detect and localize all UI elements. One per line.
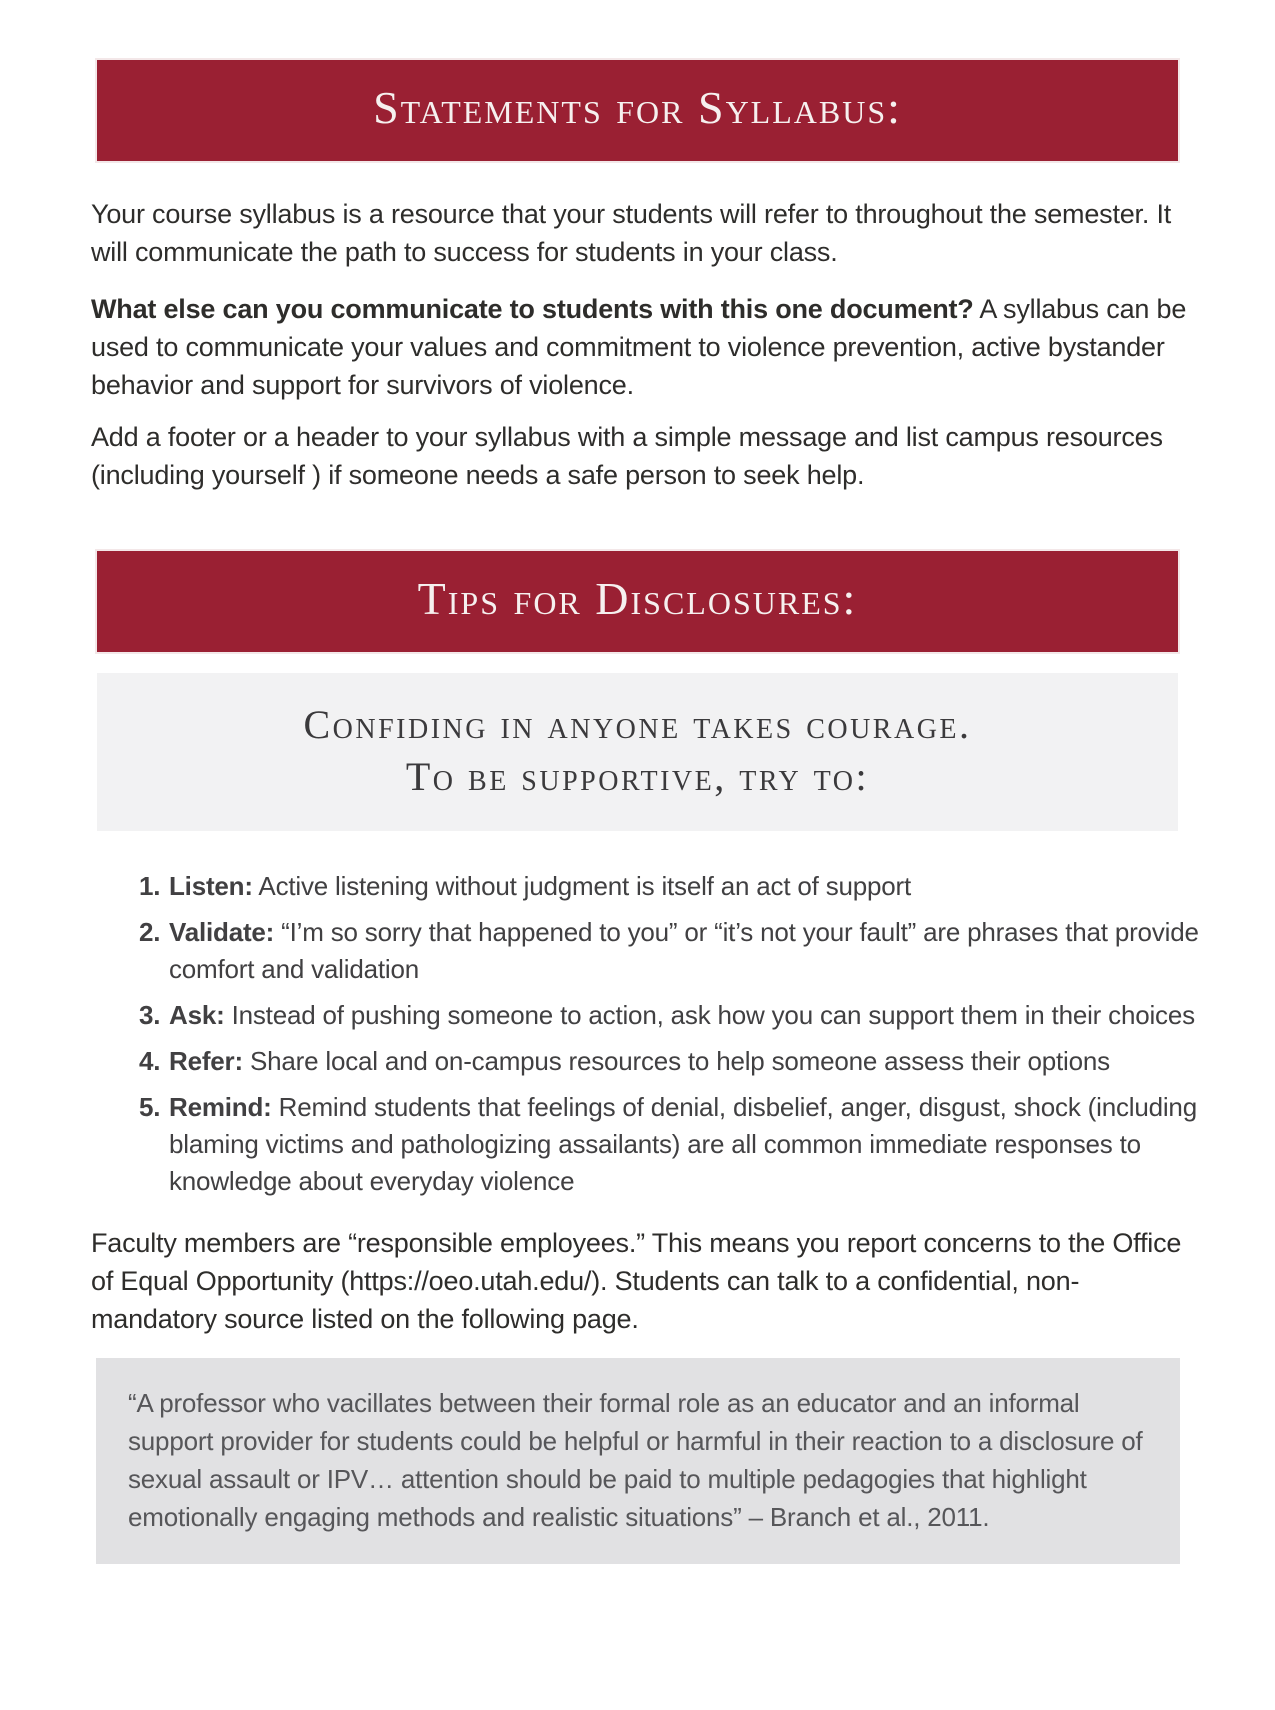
tip-number: 3.: [139, 1000, 161, 1030]
banner-statements-title: Statements for Syllabus:: [373, 81, 902, 133]
branch-quote-box: [96, 1358, 1180, 1564]
communicate-body-text: A syllabus can be used to communicate your values and commitment to violence prevention, active bystander behavior and support for survivors of violence.: [91, 294, 1187, 400]
tip-number: 2.: [139, 917, 161, 947]
tip-item-remind: [139, 1089, 1205, 1200]
tip-description: Instead of pushing someone to action, ask how you can support them in their choices: [231, 1000, 1195, 1030]
intro-paragraph-syllabus-resource: Your course syllabus is a resource that your students will refer to throughout the semester. It will communicate the path to success for students in your class.: [91, 199, 1172, 267]
tip-number: 4.: [139, 1046, 161, 1076]
tip-text: [169, 914, 1205, 988]
branch-quote-text: “A professor who vacillates between their formal role as an educator and an informal support provider for students could be helpful or harmful in their reaction to a disclosure of sexual assault or IPV… attention should be paid to multiple pedagogies that highlight emotionally engaging methods and realistic situations” – Branch et al., 2011.: [128, 1388, 1143, 1532]
tip-item-validate: [139, 914, 1205, 988]
tip-number: 5.: [139, 1092, 161, 1122]
tip-item-ask: [139, 997, 1205, 1034]
tip-description: “I’m so sorry that happened to you” or “it’s not your fault” are phrases that provide comfort and validation: [169, 917, 1199, 984]
tip-text: [169, 997, 1205, 1034]
tip-label: Validate:: [169, 917, 275, 947]
document-page: [0, 60, 1275, 1710]
tip-label: Remind:: [169, 1092, 272, 1122]
banner-disclosures-title: Tips for Disclosures:: [417, 572, 858, 624]
banner-statements-for-syllabus: [97, 60, 1178, 161]
tip-item-listen: [139, 868, 1205, 905]
tips-list: [139, 868, 1205, 1200]
tip-label: Ask:: [169, 1000, 225, 1030]
intro-paragraph-footer-header: Add a footer or a header to your syllabus with a simple message and list campus resources (including yourself ) if someone needs a safe person to seek help.: [91, 422, 1163, 490]
bold-question-text: What else can you communicate to students with this one document?: [91, 294, 974, 324]
tip-description: Share local and on-campus resources to help someone assess their options: [249, 1046, 1110, 1076]
faculty-responsible-employees-note: Faculty members are “responsible employees.” This means you report concerns to the Office of Equal Opportunity (https://oeo.utah.edu/). Students can talk to a confidential, non-mandatory source listed on the following page.: [91, 1228, 1182, 1334]
tip-text: [169, 1043, 1205, 1080]
confiding-heading-box: [97, 673, 1178, 831]
tip-label: Refer:: [169, 1046, 243, 1076]
confiding-heading-line1: Confiding in anyone takes courage.: [303, 702, 972, 747]
tip-text: [169, 868, 1205, 905]
intro-paragraph-communicate: [91, 290, 1187, 404]
tip-description: Active listening without judgment is itself an act of support: [258, 871, 912, 901]
tip-number: 1.: [139, 871, 161, 901]
tip-label: Listen:: [169, 871, 253, 901]
tip-text: [169, 1089, 1205, 1200]
confiding-heading-line2: To be supportive, try to:: [405, 754, 870, 799]
banner-tips-for-disclosures: [97, 551, 1178, 652]
tip-item-refer: [139, 1043, 1205, 1080]
tip-description: Remind students that feelings of denial, disbelief, anger, disgust, shock (including blaming victims and pathologizing assailants) are all common immediate responses to knowledge about everyday violence: [169, 1092, 1197, 1196]
